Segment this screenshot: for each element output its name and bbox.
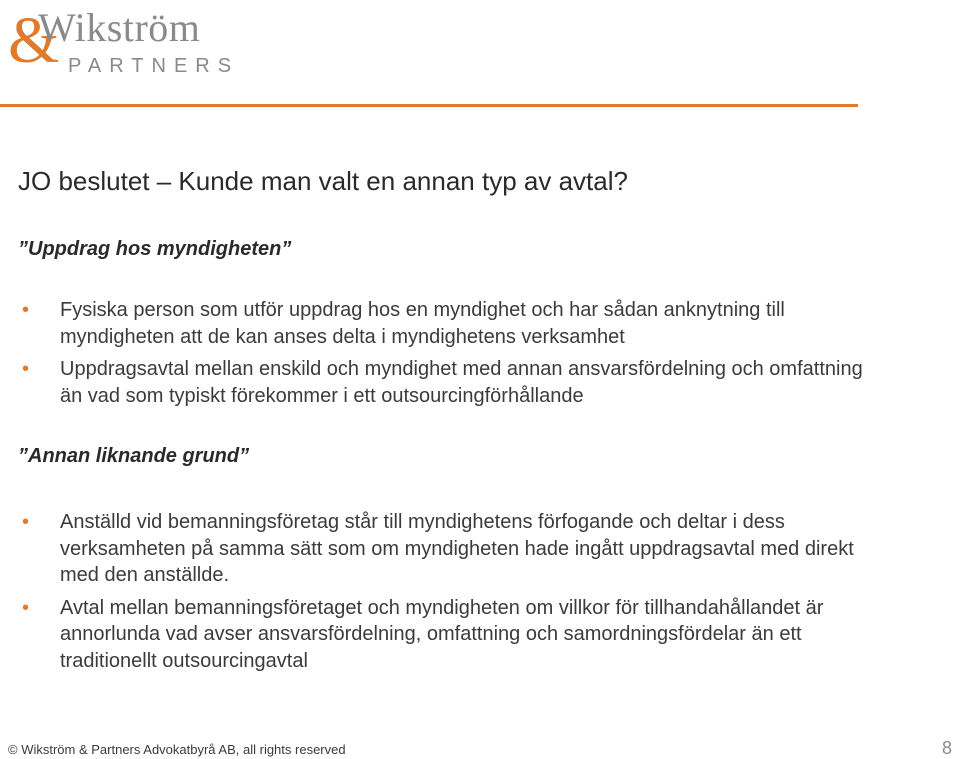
bullet-list-annan: [18, 509, 878, 680]
list-item: [18, 356, 878, 409]
logo-name: Wikström: [38, 5, 201, 50]
header-divider: [0, 104, 858, 107]
bullet-icon: •: [22, 299, 30, 321]
list-item: [18, 297, 878, 350]
company-logo: [8, 4, 278, 84]
list-item-text: Avtal mellan bemanningsföretaget och myndigheten om villkor för tillhandahållandet är annorlunda vad avser ansvarsfördelning, omfattning och samordningsfördelar än ett traditionellt outsourcingavtal: [60, 596, 824, 672]
page-number: 8: [941, 738, 952, 758]
slide-title: JO beslutet – Kunde man valt en annan typ av avtal?: [18, 166, 628, 196]
bullet-list-uppdrag: [18, 297, 878, 415]
section-heading-annan: ”Annan liknande grund”: [18, 445, 250, 467]
list-item-text: Anställd vid bemanningsföretag står till myndighetens förfogande och deltar i dess verksamheten på samma sätt som om myndigheten hade ingått uppdragsavtal med direkt med den anställde.: [60, 511, 854, 586]
logo-subtitle: PARTNERS: [68, 55, 240, 77]
list-item: [18, 595, 878, 675]
bullet-icon: •: [22, 511, 30, 533]
list-item: [18, 509, 878, 589]
footer-copyright: © Wikström & Partners Advokatbyrå AB, all rights reserved: [8, 742, 346, 757]
list-item-text: Fysiska person som utför uppdrag hos en myndighet och har sådan anknytning till myndigheten att de kan anses delta i myndighetens verksamhet: [60, 299, 785, 348]
section-heading-uppdrag: ”Uppdrag hos myndigheten”: [18, 238, 292, 260]
list-item-text: Uppdragsavtal mellan enskild och myndighet med annan ansvarsfördelning och omfattning än vad som typiskt förekommer i ett outsourcingförhållande: [60, 358, 863, 407]
logo-ampersand: &: [8, 4, 60, 77]
bullet-icon: •: [22, 596, 30, 619]
bullet-icon: •: [22, 358, 30, 380]
